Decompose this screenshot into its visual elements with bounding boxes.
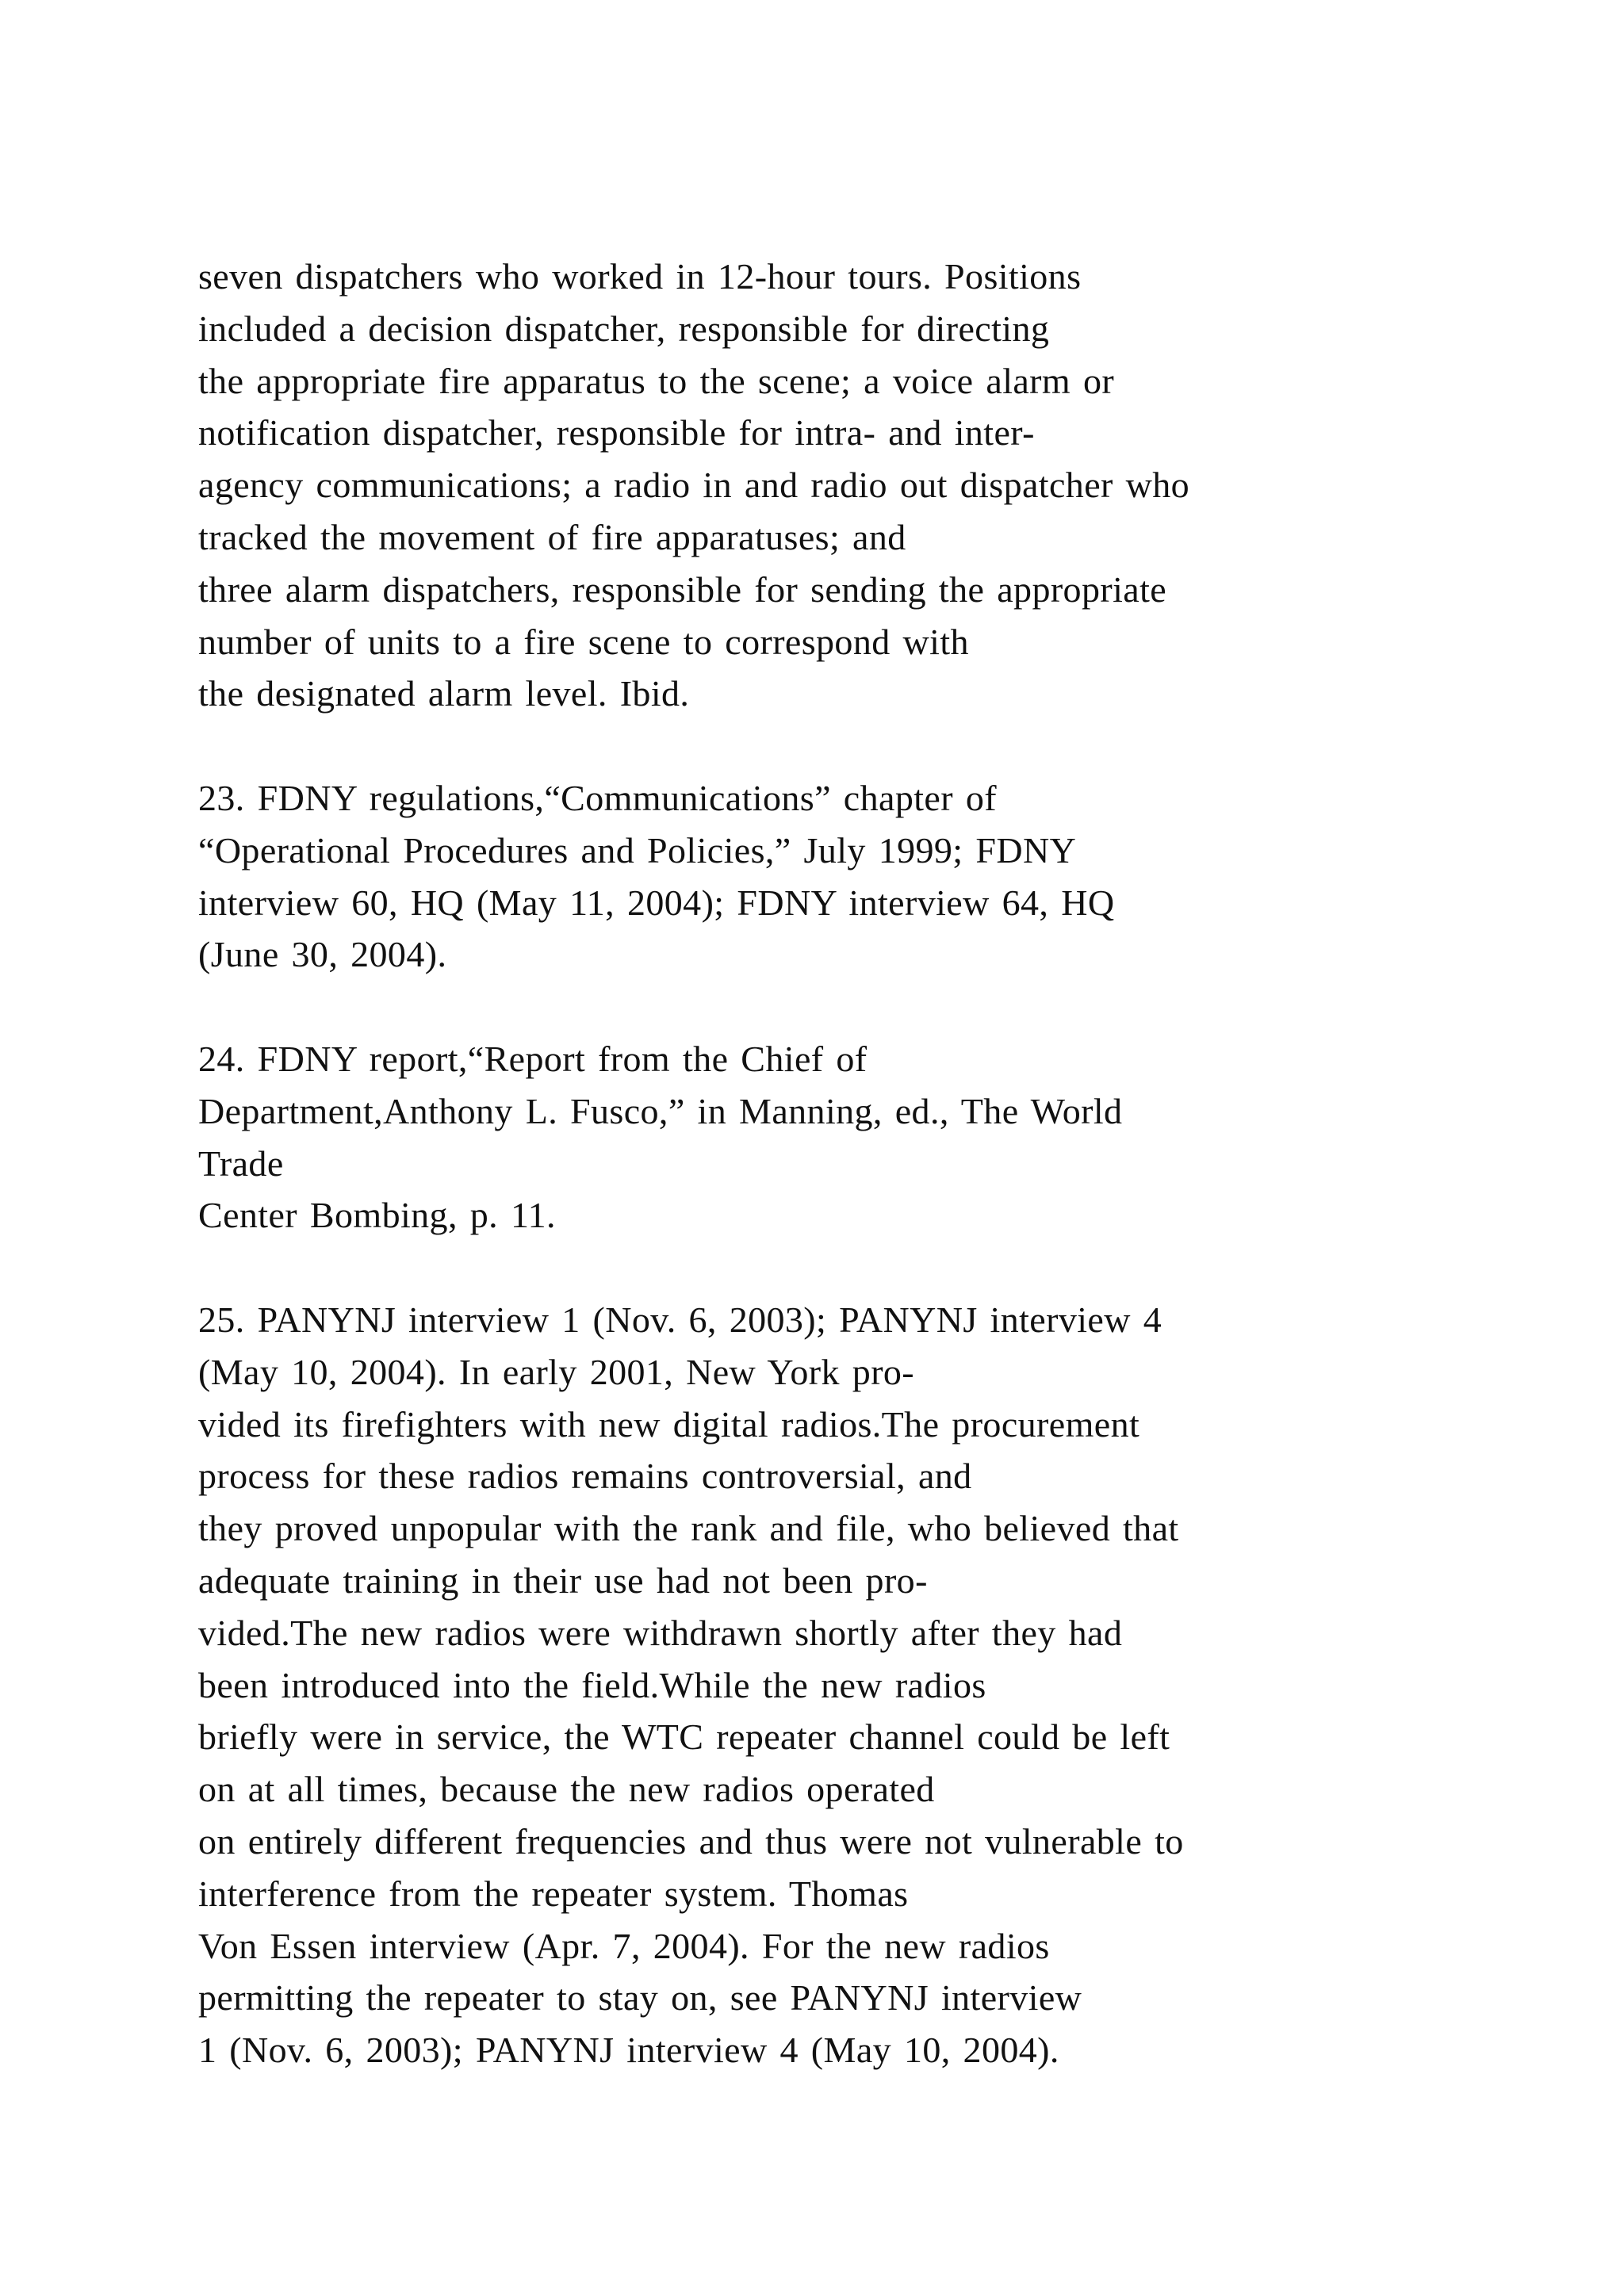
text-line: 23. FDNY regulations,“Communications” chapter of	[198, 777, 997, 818]
text-line: they proved unpopular with the rank and file, who believed that	[198, 1508, 1179, 1549]
text-line: number of units to a fire scene to correspond with	[198, 621, 969, 662]
text-line: notification dispatcher, responsible for intra- and inter-	[198, 412, 1035, 453]
text-line: three alarm dispatchers, responsible for sending the appropriate	[198, 568, 1167, 610]
text-line: included a decision dispatcher, responsible for directing	[198, 308, 1050, 349]
text-line: agency communications; a radio in and radio out dispatcher who	[198, 465, 1190, 506]
paragraph-dispatcher-positions	[198, 251, 1562, 720]
text-line: 25. PANYNJ interview 1 (Nov. 6, 2003); PANYNJ interview 4	[198, 1299, 1162, 1340]
footnote-23	[198, 772, 1562, 981]
footnote-24	[198, 1033, 1562, 1242]
text-line: the appropriate fire apparatus to the scene; a voice alarm or	[198, 360, 1115, 401]
text-line: tracked the movement of fire apparatuses; and	[198, 516, 906, 557]
text-line: “Operational Procedures and Policies,” July 1999; FDNY	[198, 829, 1077, 871]
text-line: Department,Anthony L. Fusco,” in Manning, ed., The World	[198, 1090, 1123, 1131]
text-line: interview 60, HQ (May 11, 2004); FDNY interview 64, HQ	[198, 882, 1115, 923]
text-line: the designated alarm level. Ibid.	[198, 673, 690, 714]
text-line: vided its firefighters with new digital radios.The procurement	[198, 1403, 1140, 1445]
text-line: permitting the repeater to stay on, see PANYNJ interview	[198, 1977, 1082, 2019]
document-body	[198, 251, 1562, 2129]
text-line: 1 (Nov. 6, 2003); PANYNJ interview 4 (May 10, 2004).	[198, 2030, 1059, 2071]
text-line: process for these radios remains controversial, and	[198, 1456, 972, 1497]
text-line: adequate training in their use had not been pro-	[198, 1559, 928, 1601]
text-line: Center Bombing, p. 11.	[198, 1195, 556, 1236]
text-line: on at all times, because the new radios operated	[198, 1769, 935, 1810]
text-line: briefly were in service, the WTC repeater channel could be left	[198, 1716, 1170, 1758]
text-line: (May 10, 2004). In early 2001, New York pro-	[198, 1351, 915, 1392]
text-line: interference from the repeater system. Thomas	[198, 1873, 909, 1914]
text-line: seven dispatchers who worked in 12-hour tours. Positions	[198, 256, 1082, 297]
text-line: on entirely different frequencies and thus were not vulnerable to	[198, 1820, 1184, 1862]
text-line: been introduced into the field.While the new radios	[198, 1664, 986, 1705]
text-line: Trade	[198, 1142, 284, 1184]
text-line: 24. FDNY report,“Report from the Chief of	[198, 1038, 868, 1079]
text-line: vided.The new radios were withdrawn shortly after they had	[198, 1612, 1123, 1653]
text-line: Von Essen interview (Apr. 7, 2004). For the new radios	[198, 1925, 1050, 1966]
footnote-25	[198, 1294, 1562, 2076]
text-line: (June 30, 2004).	[198, 934, 447, 975]
